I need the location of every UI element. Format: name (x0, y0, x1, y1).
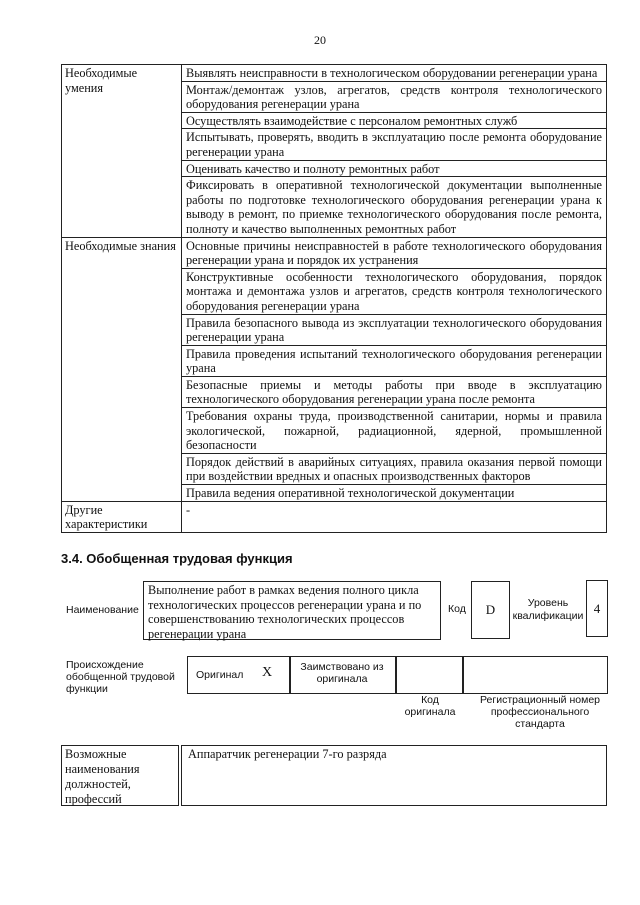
positions-value: Аппаратчик регенерации 7-го разряда (181, 745, 607, 806)
reg-number-caption: Регистрационный номер профессионального стандарта (480, 694, 600, 730)
original-label: Оригинал (196, 669, 244, 681)
function-name-box: Выполнение работ в рамках ведения полного цикла технологических процессов регенерации урана и по совершенствованию технологических процессов регенерации урана (143, 581, 441, 640)
borrowed-label: Заимствовано из оригинала (300, 661, 384, 685)
table-row (62, 65, 607, 82)
table-row (62, 237, 607, 268)
table-row (62, 501, 607, 532)
table-cell: Испытывать, проверять, вводить в эксплуатацию после ремонта оборудование регенерации урана (182, 129, 607, 160)
table-cell: Правила безопасного вывода из эксплуатации технологического оборудования регенерации урана (182, 314, 607, 345)
table-cell: Конструктивные особенности технологического оборудования, порядок монтажа и демонтажа узлов и агрегатов, средств контроля технологического оборудования регенерации урана (182, 268, 607, 314)
row-label: Необходимые знания (62, 237, 182, 501)
table-cell: Оценивать качество и полноту ремонтных работ (182, 160, 607, 177)
table-cell: Правила ведения оперативной технологической документации (182, 485, 607, 502)
table-cell: - (182, 501, 607, 532)
code-original-caption: Код оригинала (404, 694, 456, 718)
row-label: Необходимые умения (62, 65, 182, 238)
table-cell: Правила проведения испытаний технологического оборудования регенерации урана (182, 345, 607, 376)
page-number: 20 (314, 33, 326, 47)
code-label: Код (448, 603, 466, 615)
section-title: 3.4. Обобщенная трудовая функция (61, 551, 293, 566)
table-cell: Фиксировать в оперативной технологической документации выполненные работы по подготовке технологического оборудования регенерации урана к выводу в ремонт, по приемке технологического оборудования после ремонта, полноту и качество выполненных ремонтных работ (182, 177, 607, 237)
skills-knowledge-table (61, 64, 607, 533)
reg-number-cell (462, 656, 608, 694)
origin-label: Происхождение обобщенной трудовой функции (66, 659, 175, 695)
level-value-box: 4 (586, 580, 608, 637)
code-value-box: D (471, 581, 510, 639)
table-cell: Требования охраны труда, производственной санитарии, нормы и правила экологической, пожарной, радиационной, ядерной, промышленной безопасности (182, 408, 607, 454)
table-cell: Основные причины неисправностей в работе технологического оборудования регенерации урана и порядок их устранения (182, 237, 607, 268)
table-cell: Монтаж/демонтаж узлов, агрегатов, средств контроля технологического оборудования регенерации урана (182, 81, 607, 112)
level-label: Уровень квалификации (512, 597, 584, 622)
table-cell: Порядок действий в аварийных ситуациях, правила оказания первой помощи при воздействии вредных и опасных производственных факторов (182, 453, 607, 484)
code-original-cell (395, 656, 464, 694)
positions-label: Возможные наименования должностей, профессий (61, 745, 179, 806)
table-cell: Безопасные приемы и методы работы при вводе в эксплуатацию технологического оборудования регенерации урана после ремонта (182, 376, 607, 407)
original-mark: X (262, 665, 273, 680)
row-label: Другие характеристики (62, 501, 182, 532)
table-cell: Осуществлять взаимодействие с персоналом ремонтных служб (182, 112, 607, 129)
table-cell: Выявлять неисправности в технологическом оборудовании регенерации урана (182, 65, 607, 82)
name-label: Наименование (66, 604, 139, 616)
